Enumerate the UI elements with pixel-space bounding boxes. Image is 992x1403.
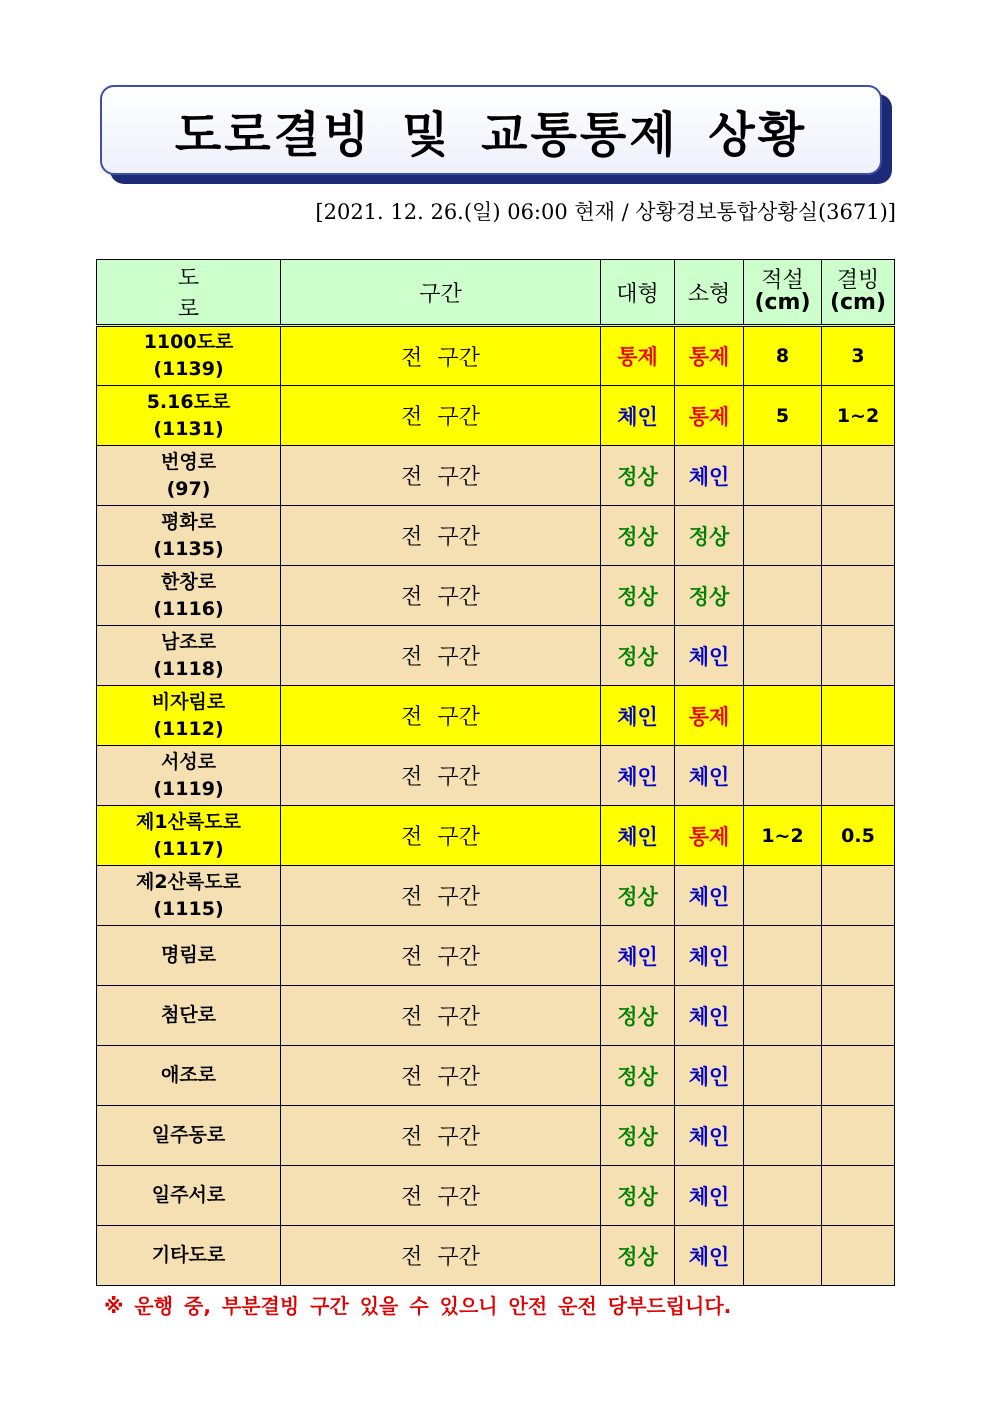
section-cell: 전 구간 [281, 686, 601, 746]
road-number: (1116) [153, 597, 224, 620]
title-box [100, 85, 882, 175]
road-name: 1100도로 [143, 331, 234, 353]
small-vehicle-status: 체인 [675, 1166, 744, 1226]
road-cell [97, 806, 281, 866]
small-vehicle-status: 정상 [675, 566, 744, 626]
ice-depth-cell [822, 1106, 895, 1166]
section-cell: 전 구간 [281, 386, 601, 446]
table-row [97, 626, 895, 686]
table-row [97, 866, 895, 926]
table-row [97, 326, 895, 386]
road-number: (1119) [153, 777, 224, 800]
small-vehicle-status: 체인 [675, 1046, 744, 1106]
road-name: 제2산록도로 [136, 870, 241, 893]
header-ice-label: 결빙 [836, 268, 880, 293]
header-ice-depth [822, 260, 895, 326]
header-section: 구간 [281, 260, 601, 326]
small-vehicle-status: 통제 [675, 806, 744, 866]
road-cell [97, 1166, 281, 1226]
road-cell [97, 566, 281, 626]
road-cell [97, 686, 281, 746]
table-row [97, 1106, 895, 1166]
road-name: 평화로 [160, 510, 217, 533]
large-vehicle-status: 체인 [601, 686, 675, 746]
large-vehicle-status: 체인 [601, 806, 675, 866]
road-number: (1112) [153, 717, 224, 740]
large-vehicle-status: 체인 [601, 746, 675, 806]
ice-depth-cell [822, 1046, 895, 1106]
table-row [97, 986, 895, 1046]
road-name: 남조로 [160, 630, 217, 653]
snow-depth-cell [744, 566, 822, 626]
small-vehicle-status: 체인 [675, 746, 744, 806]
ice-depth-cell [822, 626, 895, 686]
road-status-table [96, 259, 895, 1286]
table-row [97, 926, 895, 986]
snow-depth-cell [744, 686, 822, 746]
section-cell: 전 구간 [281, 506, 601, 566]
ice-depth-cell: 1~2 [822, 386, 895, 446]
table-row [97, 566, 895, 626]
snow-depth-cell [744, 1046, 822, 1106]
table-row [97, 746, 895, 806]
small-vehicle-status: 체인 [675, 1106, 744, 1166]
road-number: (1131) [153, 417, 224, 440]
road-cell [97, 446, 281, 506]
small-vehicle-status: 체인 [675, 446, 744, 506]
page-title: 도로결빙 및 교통통제 상황 [174, 106, 808, 163]
table-row [97, 686, 895, 746]
large-vehicle-status: 정상 [601, 566, 675, 626]
road-name: 일주동로 [151, 1124, 226, 1146]
ice-depth-cell [822, 926, 895, 986]
table-row [97, 386, 895, 446]
table-row [97, 1166, 895, 1226]
large-vehicle-status: 체인 [601, 926, 675, 986]
large-vehicle-status: 정상 [601, 1166, 675, 1226]
ice-depth-cell: 0.5 [822, 806, 895, 866]
large-vehicle-status: 체인 [601, 386, 675, 446]
road-number: (1117) [153, 837, 224, 860]
snow-depth-cell: 8 [744, 326, 822, 386]
section-cell: 전 구간 [281, 326, 601, 386]
table-row [97, 1226, 895, 1286]
road-number: (1115) [153, 897, 224, 920]
small-vehicle-status: 체인 [675, 626, 744, 686]
ice-depth-cell [822, 566, 895, 626]
large-vehicle-status: 정상 [601, 866, 675, 926]
ice-depth-cell [822, 746, 895, 806]
road-cell [97, 1106, 281, 1166]
snow-depth-cell [744, 626, 822, 686]
small-vehicle-status: 체인 [675, 926, 744, 986]
snow-depth-cell [744, 926, 822, 986]
road-number: (97) [166, 477, 211, 500]
road-name: 한창로 [160, 570, 217, 593]
header-ice-unit: (cm) [829, 290, 887, 315]
road-cell [97, 866, 281, 926]
snow-depth-cell [744, 1226, 822, 1286]
large-vehicle-status: 통제 [601, 326, 675, 386]
small-vehicle-status: 체인 [675, 866, 744, 926]
road-cell [97, 506, 281, 566]
snow-depth-cell [744, 746, 822, 806]
large-vehicle-status: 정상 [601, 1046, 675, 1106]
section-cell: 전 구간 [281, 746, 601, 806]
table-header-row [97, 260, 895, 326]
section-cell: 전 구간 [281, 626, 601, 686]
section-cell: 전 구간 [281, 566, 601, 626]
road-name: 첨단로 [160, 1004, 217, 1026]
small-vehicle-status: 통제 [675, 386, 744, 446]
section-cell: 전 구간 [281, 926, 601, 986]
road-cell [97, 1226, 281, 1286]
road-cell [97, 386, 281, 446]
small-vehicle-status: 통제 [675, 686, 744, 746]
ice-depth-cell [822, 686, 895, 746]
table-row [97, 806, 895, 866]
road-name: 서성로 [160, 750, 217, 773]
large-vehicle-status: 정상 [601, 506, 675, 566]
header-road: 도로 [97, 260, 281, 326]
table-row [97, 446, 895, 506]
ice-depth-cell [822, 446, 895, 506]
road-name: 비자림로 [151, 690, 226, 713]
road-number: (1139) [153, 358, 224, 380]
road-cell [97, 326, 281, 386]
road-name: 5.16도로 [146, 390, 231, 413]
road-name: 기타도로 [151, 1244, 226, 1266]
table-row [97, 1046, 895, 1106]
snow-depth-cell [744, 446, 822, 506]
road-cell [97, 626, 281, 686]
road-name: 명림로 [160, 944, 217, 966]
section-cell: 전 구간 [281, 1046, 601, 1106]
section-cell: 전 구간 [281, 1166, 601, 1226]
road-cell [97, 986, 281, 1046]
road-cell [97, 746, 281, 806]
header-snow-unit: (cm) [754, 290, 811, 315]
large-vehicle-status: 정상 [601, 446, 675, 506]
ice-depth-cell [822, 506, 895, 566]
table-row [97, 506, 895, 566]
large-vehicle-status: 정상 [601, 626, 675, 686]
section-cell: 전 구간 [281, 1106, 601, 1166]
header-snow-label: 적설 [761, 268, 804, 293]
small-vehicle-status: 체인 [675, 1226, 744, 1286]
snow-depth-cell [744, 1106, 822, 1166]
road-cell [97, 926, 281, 986]
small-vehicle-status: 체인 [675, 986, 744, 1046]
road-number: (1135) [153, 537, 224, 560]
header-snow-depth [744, 260, 822, 326]
road-name: 애조로 [160, 1064, 217, 1086]
road-number: (1118) [153, 657, 224, 680]
large-vehicle-status: 정상 [601, 1106, 675, 1166]
section-cell: 전 구간 [281, 986, 601, 1046]
ice-depth-cell: 3 [822, 326, 895, 386]
section-cell: 전 구간 [281, 866, 601, 926]
road-name: 제1산록도로 [136, 810, 241, 833]
snow-depth-cell [744, 506, 822, 566]
small-vehicle-status: 정상 [675, 506, 744, 566]
snow-depth-cell [744, 1166, 822, 1226]
road-cell [97, 1046, 281, 1106]
large-vehicle-status: 정상 [601, 1226, 675, 1286]
header-large-vehicle: 대형 [601, 260, 675, 326]
snow-depth-cell: 5 [744, 386, 822, 446]
large-vehicle-status: 정상 [601, 986, 675, 1046]
road-name: 번영로 [160, 450, 217, 473]
section-cell: 전 구간 [281, 1226, 601, 1286]
road-name: 일주서로 [151, 1184, 226, 1206]
ice-depth-cell [822, 866, 895, 926]
small-vehicle-status: 통제 [675, 326, 744, 386]
safety-notice: ※ 운행 중, 부분결빙 구간 있을 수 있으니 안전 운전 당부드립니다. [104, 1294, 732, 1318]
header-small-vehicle: 소형 [675, 260, 744, 326]
ice-depth-cell [822, 986, 895, 1046]
ice-depth-cell [822, 1166, 895, 1226]
snow-depth-cell: 1~2 [744, 806, 822, 866]
ice-depth-cell [822, 1226, 895, 1286]
report-timestamp: [2021. 12. 26.(일) 06:00 현재 / 상황경보통합상황실(3671)] [315, 200, 896, 224]
section-cell: 전 구간 [281, 446, 601, 506]
snow-depth-cell [744, 866, 822, 926]
snow-depth-cell [744, 986, 822, 1046]
section-cell: 전 구간 [281, 806, 601, 866]
